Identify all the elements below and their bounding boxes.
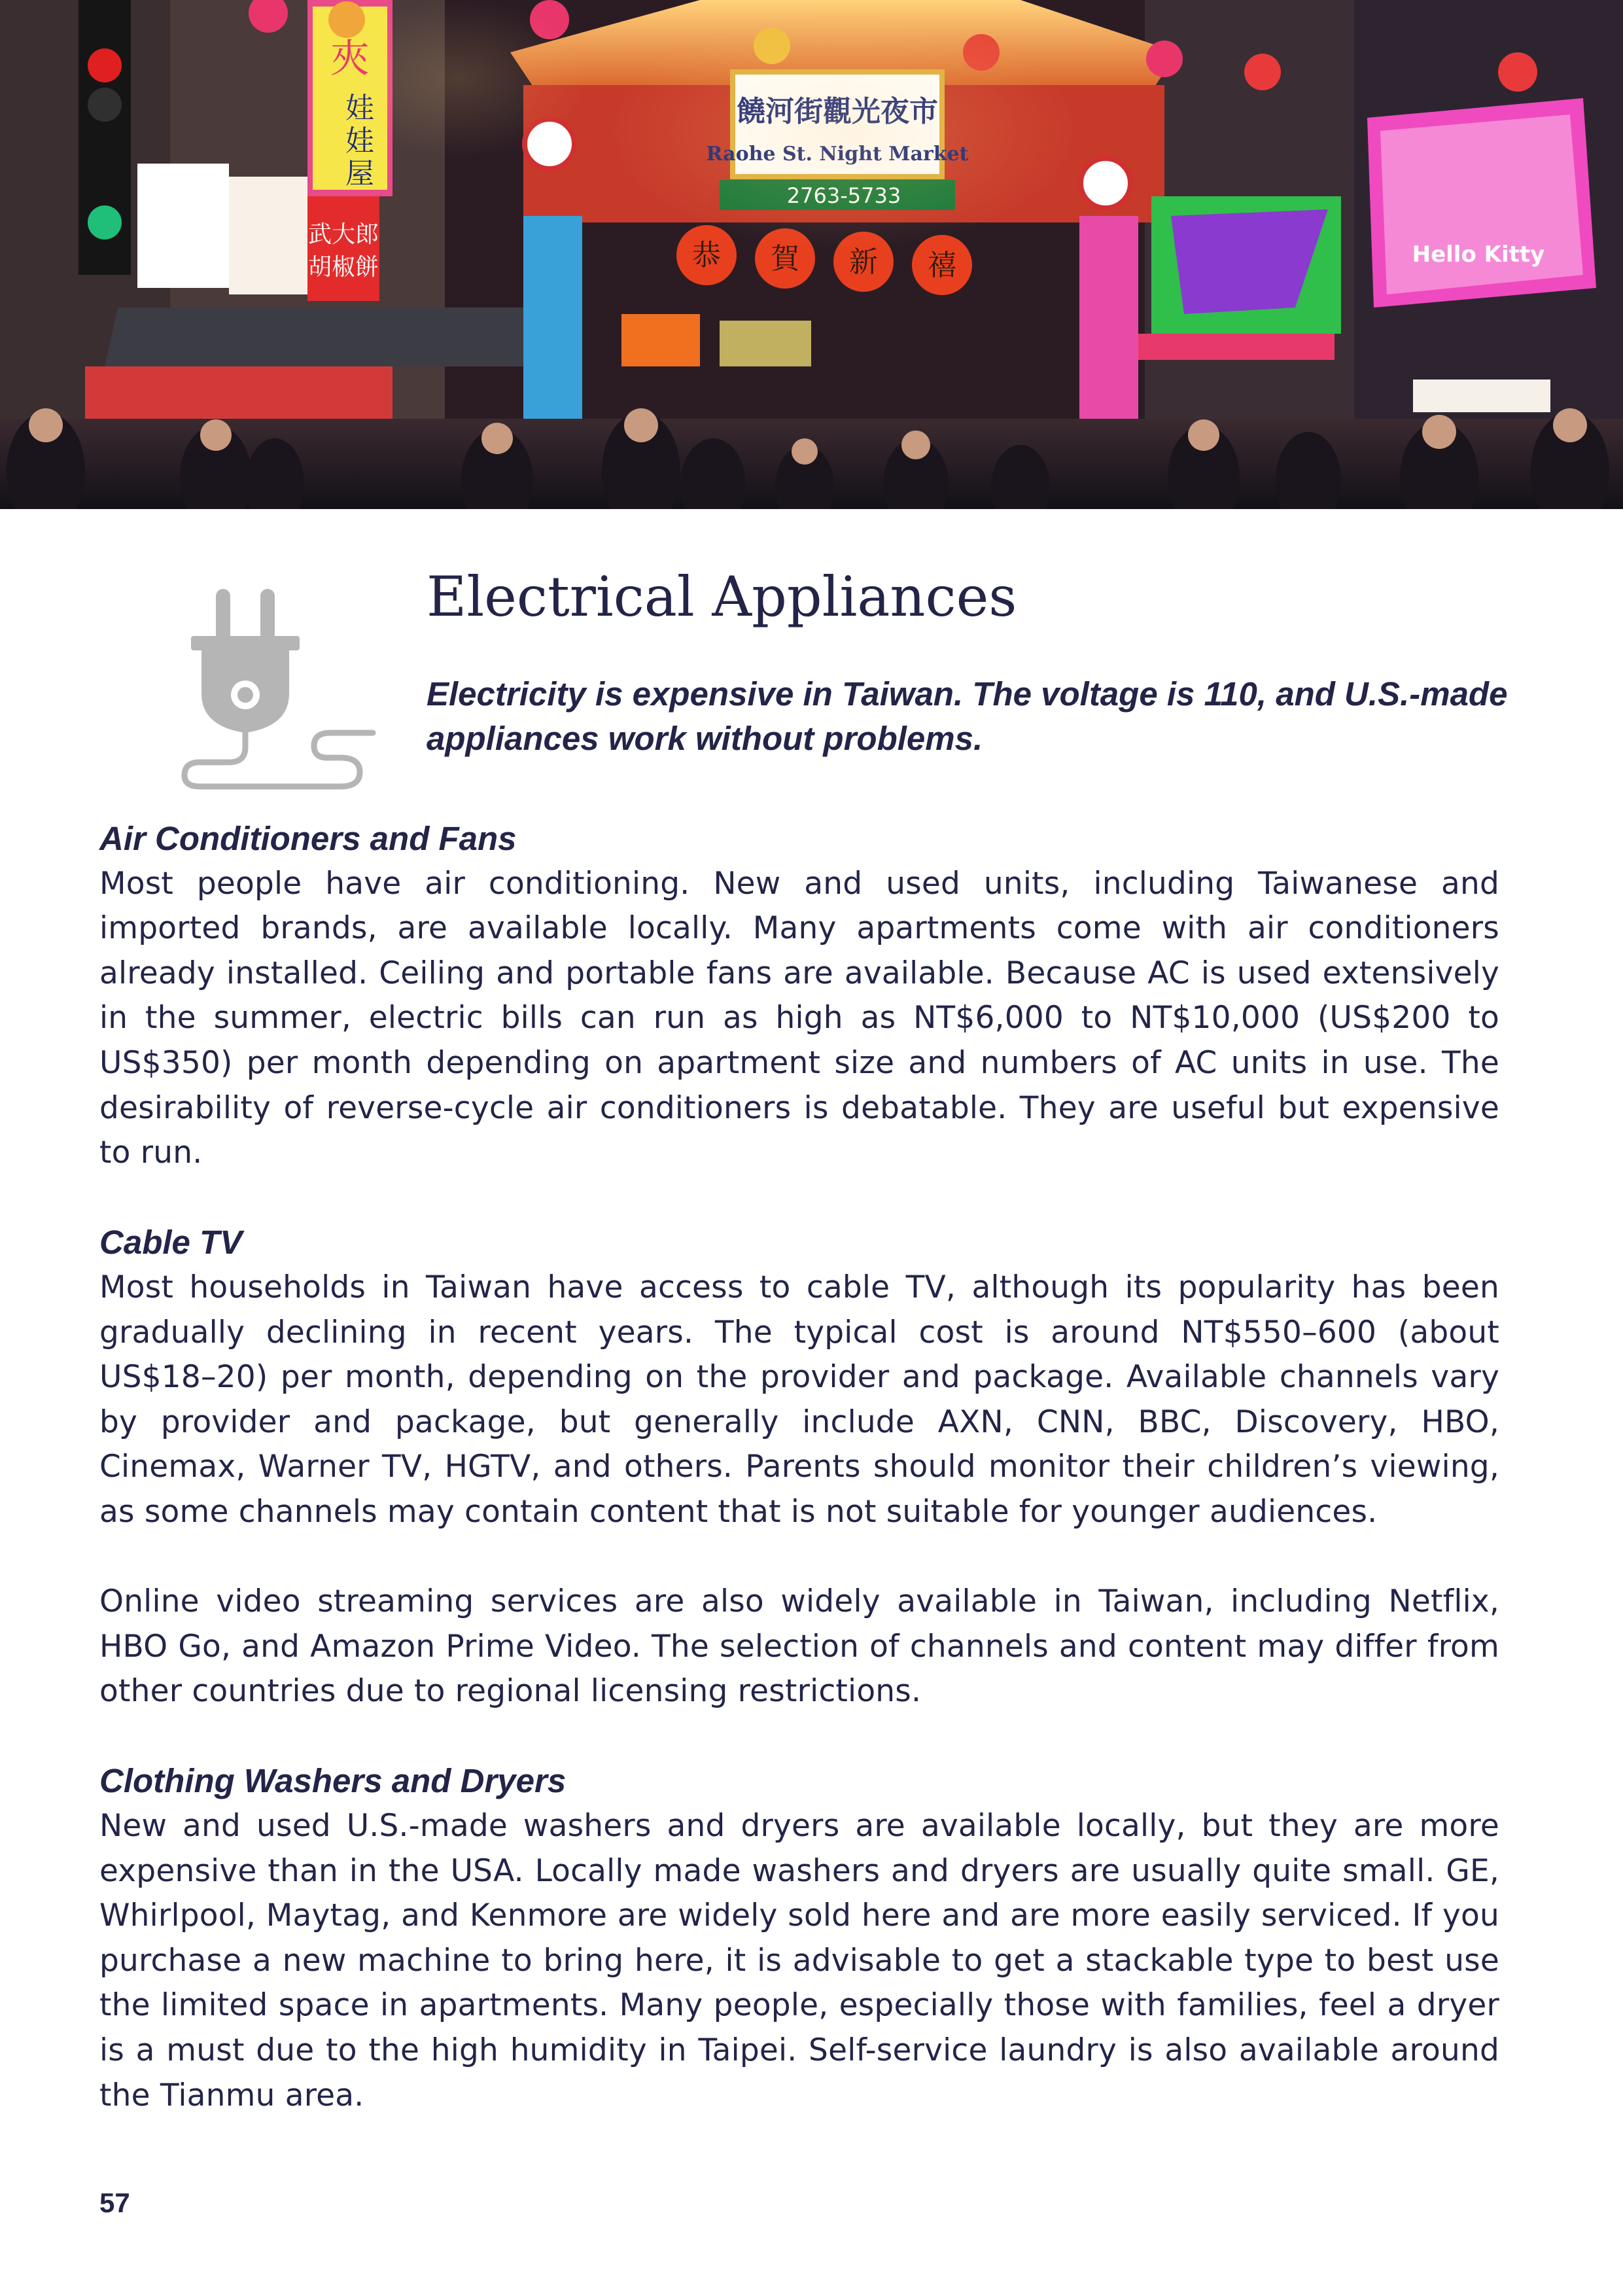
hero-photo bbox=[0, 0, 1623, 509]
gate-sign-english: Raohe St. Night Market bbox=[706, 143, 969, 166]
side-sign-char-4: 屋 bbox=[345, 157, 374, 190]
page-title: Electrical Appliances bbox=[427, 565, 1017, 629]
paragraph-washers-dryers: New and used U.S.-made washers and dryers are available locally, but they are more expensive than in the USA. Locally made washers and dryers are usually quite small. GE, Whirlpool, Maytag, and Kenmore are widely sold here and are more easily serviced. If you purchase a new machine to bring here, it is advisable to get a stackable type to best use the limited space in apartments. Many people, especially those with families, feel a dryer is a must due to the high humidity in Taipei. Self-service laundry is also available around the Tianmu area. bbox=[99, 1808, 1499, 2113]
section-heading-washers-dryers: Clothing Washers and Dryers bbox=[99, 1762, 567, 1800]
paragraph-air-conditioners: Most people have air conditioning. New and used units, including Taiwanese and imported brands, are available locally. Many apartments come with air conditioners already installed. Ceiling and portable fans are available. Because AC is used extensively in the summer, electric bills can run as high as NT$6,000 to NT$10,000 (US$200 to US$350) per month depending on apartment size and numbers of AC units in use. The desirability of reverse-cycle air conditioners is debatable. They are useful but expensive to run. bbox=[99, 865, 1499, 1171]
plug-icon bbox=[177, 576, 386, 792]
lantern-char-2: 賀 bbox=[771, 242, 799, 275]
shop-sign-2: 胡椒餅 bbox=[307, 254, 379, 281]
lantern-char-1: 恭 bbox=[692, 239, 721, 272]
lantern-char-3: 新 bbox=[849, 245, 878, 279]
page-number: 57 bbox=[99, 2187, 130, 2218]
gate-phone: 2763-5733 bbox=[786, 183, 901, 208]
gate-sign-chinese: 饒河街觀光夜市 bbox=[737, 95, 938, 128]
shop-sign-1: 武大郎 bbox=[307, 221, 379, 248]
night-market-illustration bbox=[0, 0, 1623, 509]
side-sign-char-3: 娃 bbox=[345, 124, 374, 158]
side-sign-char-2: 娃 bbox=[345, 92, 374, 125]
lead-text: Electricity is expensive in Taiwan. The voltage is 110, and U.S.-made appliances work without problems. bbox=[427, 675, 1508, 757]
article-body bbox=[99, 817, 1499, 2118]
side-sign-char-1: 夾 bbox=[330, 36, 370, 82]
paragraph-streaming: Online video streaming services are also widely available in Taiwan, including Netflix, HBO Go, and Amazon Prime Video. The selection of channels and content may differ from other countries due to regional licensing restrictions. bbox=[99, 1583, 1499, 1710]
paragraph-cable-tv: Most households in Taiwan have access to cable TV, although its popularity has been gradually declining in recent years. The typical cost is around NT$550–600 (about US$18–20) per month, depending on the provider and package. Available channels vary by provider and package, but generally include AXN, CNN, BBC, Discovery, HBO, Cinemax, Warner TV, HGTV, and others. Parents should monitor their children’s viewing, as some channels may contain content that is not suitable for younger audiences. bbox=[99, 1269, 1499, 1530]
right-neon-text: Hello Kitty bbox=[1412, 241, 1545, 268]
lantern-char-4: 禧 bbox=[928, 249, 956, 282]
section-heading-cable-tv: Cable TV bbox=[99, 1224, 243, 1262]
section-heading-air-conditioners: Air Conditioners and Fans bbox=[99, 820, 517, 857]
